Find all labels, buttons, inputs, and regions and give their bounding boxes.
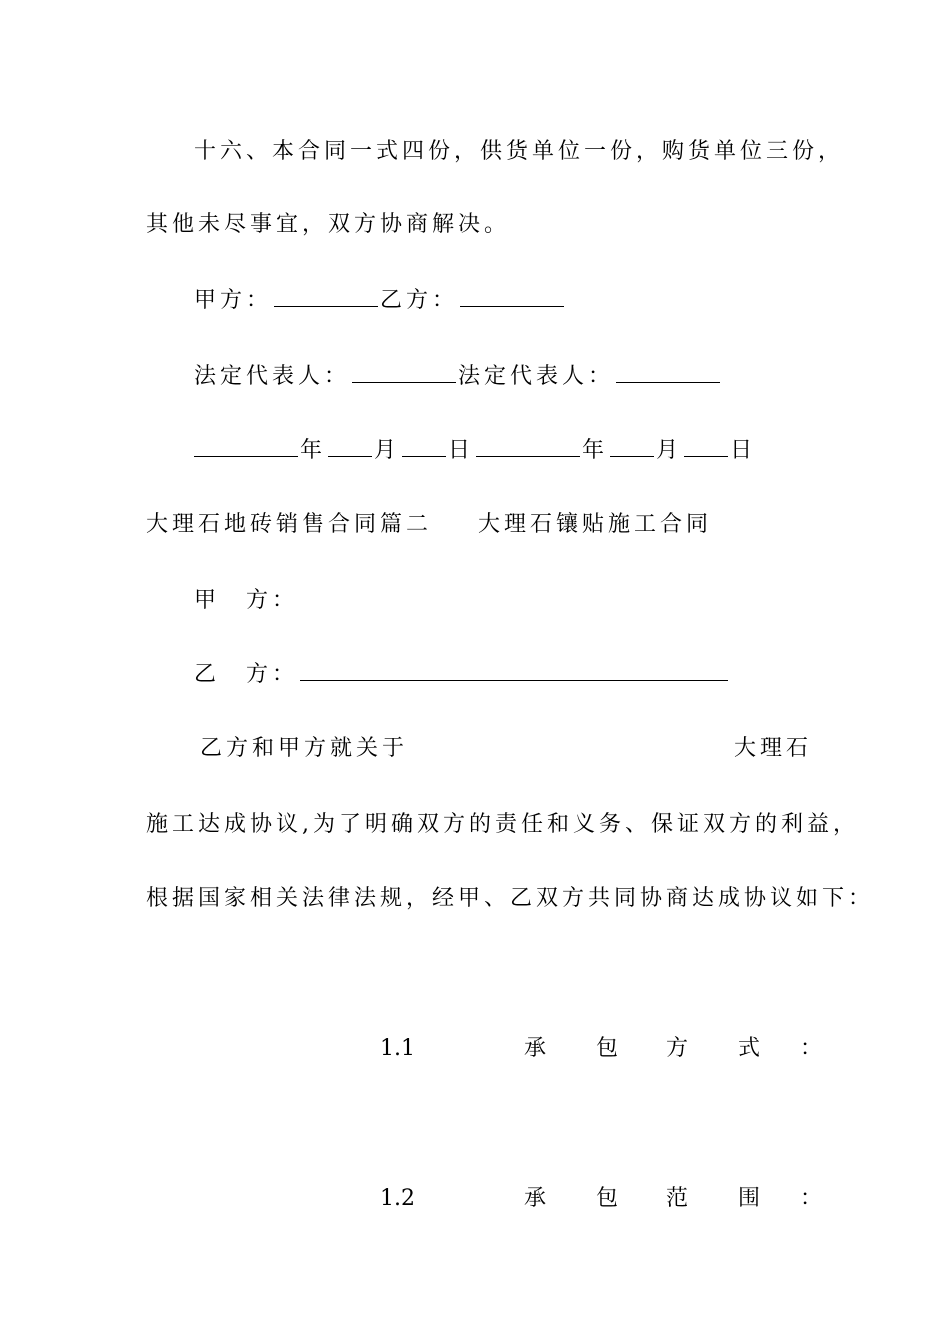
legal-rep-a-label: 法定代表人： xyxy=(194,364,351,389)
item-1-1-number: 1.1 xyxy=(380,1036,415,1061)
day-blank-b xyxy=(684,436,728,457)
year-blank-a xyxy=(194,436,298,457)
item16-line2: 其他未尽事宜，双方协商解决。 xyxy=(146,212,511,237)
legal-rep-b-label: 法定代表人： xyxy=(458,364,615,389)
item-1-1-char-1: 承 xyxy=(524,1036,547,1061)
legal-rep-b-blank xyxy=(616,362,720,383)
year-label-a: 年 xyxy=(300,438,327,463)
party-signature-row xyxy=(194,286,566,316)
item-1-2-colon: ： xyxy=(800,1186,823,1211)
item-1-1-colon: ： xyxy=(800,1036,823,1061)
party-b-spaced-blank xyxy=(300,660,728,681)
month-blank-b xyxy=(610,436,654,457)
item-1-1-char-4: 式 xyxy=(738,1036,761,1061)
year-label-b: 年 xyxy=(582,438,609,463)
section-subtitle: 大理石镶贴施工合同 xyxy=(478,512,713,537)
party-a-label: 甲方： xyxy=(194,288,273,313)
day-label-b: 日 xyxy=(730,438,757,463)
intro-end: 大理石 xyxy=(734,736,813,761)
item-1-2-number: 1.2 xyxy=(380,1186,415,1211)
date-row xyxy=(192,436,756,466)
month-label-a: 月 xyxy=(374,438,401,463)
day-label-a: 日 xyxy=(448,438,475,463)
party-b-label: 乙方： xyxy=(380,288,459,313)
year-blank-b xyxy=(476,436,580,457)
section-title: 大理石地砖销售合同篇二 xyxy=(146,512,433,537)
item-1-1-char-2: 包 xyxy=(596,1036,619,1061)
day-blank-a xyxy=(402,436,446,457)
party-b-spaced-label: 乙 方： xyxy=(194,662,299,687)
item16-line1: 十六、本合同一式四份，供货单位一份，购货单位三份， xyxy=(194,139,845,164)
party-a-blank xyxy=(274,286,378,307)
item-1-2-char-1: 承 xyxy=(524,1186,547,1211)
item-1-2-char-4: 围 xyxy=(738,1186,761,1211)
intro-line3: 根据国家相关法律法规，经甲、乙双方共同协商达成协议如下： xyxy=(146,886,875,911)
legal-rep-a-blank xyxy=(352,362,456,383)
party-a-spaced: 甲 方： xyxy=(194,588,299,613)
intro-start: 乙方和甲方就关于 xyxy=(200,736,409,761)
item-1-2-char-3: 范 xyxy=(666,1186,689,1211)
month-blank-a xyxy=(328,436,372,457)
party-b-spaced-row xyxy=(194,660,730,690)
month-label-b: 月 xyxy=(656,438,683,463)
item-1-2-char-2: 包 xyxy=(596,1186,619,1211)
intro-line2: 施工达成协议,为了明确双方的责任和义务、保证双方的利益， xyxy=(146,812,859,837)
item-1-1-char-3: 方 xyxy=(666,1036,689,1061)
section-heading xyxy=(146,510,712,540)
legal-rep-row xyxy=(194,362,722,392)
party-b-blank xyxy=(460,286,564,307)
